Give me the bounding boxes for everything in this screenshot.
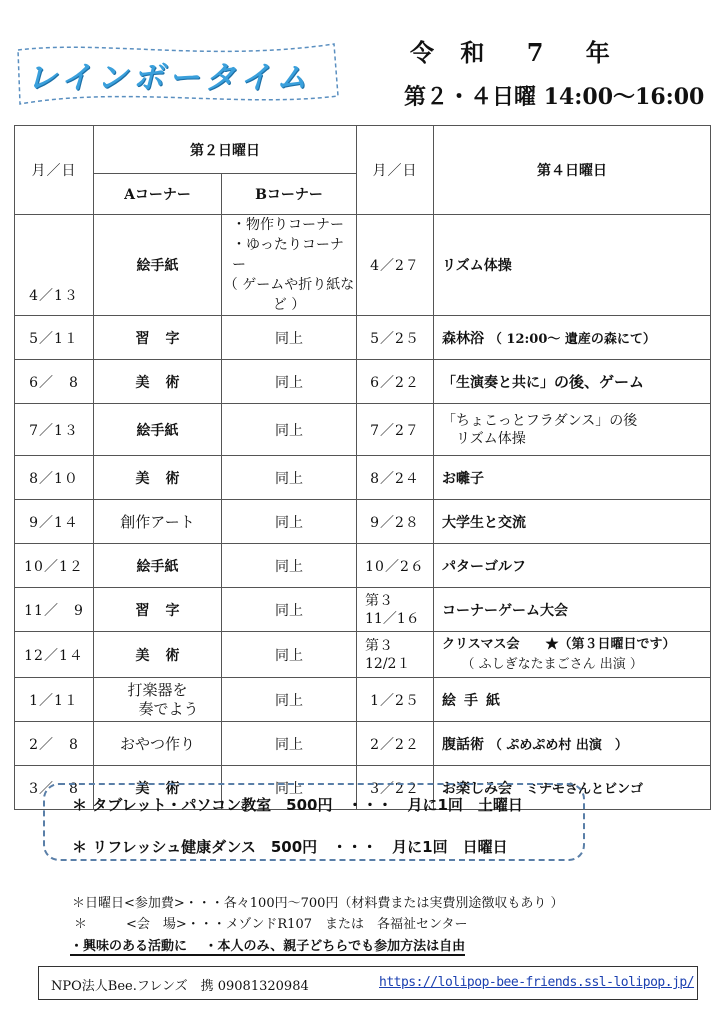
date-4th: 5／2５ <box>357 316 434 360</box>
corner-b-line: ・物作りコーナー <box>232 217 344 233</box>
corner-a-activity: 絵手紙 <box>94 215 222 316</box>
date-2nd: 5／1１ <box>15 316 94 360</box>
event-line: （ ふしぎなたまごさん 出演 ） <box>442 656 643 672</box>
corner-a-activity: 習字 <box>94 316 222 360</box>
table-row <box>15 456 711 500</box>
corner-a-activity: 美術 <box>94 766 222 810</box>
week4-title: 第４日曜日 <box>434 126 711 215</box>
event-4th: お囃子 <box>434 456 711 500</box>
table-row <box>15 722 711 766</box>
event-4th <box>434 360 711 404</box>
corner-b-activity: 同上 <box>222 722 357 766</box>
date-2nd: 8／1０ <box>15 456 94 500</box>
event-4th <box>434 316 711 360</box>
event-title: 森林浴 <box>442 330 484 347</box>
event-4th: パターゴルフ <box>434 544 711 588</box>
date-4th: 10／2６ <box>357 544 434 588</box>
corner-b-activity: 同上 <box>222 456 357 500</box>
corner-b-activity: 同上 <box>222 316 357 360</box>
table-row <box>15 500 711 544</box>
event-line: リズム体操 <box>442 430 526 447</box>
note-venue: ＊ <会 場>・・・メゾンドR107 または 各福祉センター <box>74 917 468 932</box>
event-line: 「ちょこっとフラダンス」の後 <box>442 412 638 429</box>
date-2nd: 7／1３ <box>15 404 94 456</box>
date-2nd: 4／1３ <box>15 215 94 316</box>
date-2nd: 3／ 8 <box>15 766 94 810</box>
date-line: 11／1６ <box>365 610 420 627</box>
table-header-row <box>15 126 711 174</box>
table-row <box>15 678 711 722</box>
date-4th: 1／2５ <box>357 678 434 722</box>
corner-a-activity: 絵手紙 <box>94 544 222 588</box>
event-note: の後、ゲーム <box>554 373 645 391</box>
schedule-table <box>14 125 711 810</box>
event-line: クリスマス会 ★（第３日曜日です） <box>442 636 676 652</box>
event-4th: リズム体操 <box>434 215 711 316</box>
event-4th: 大学生と交流 <box>434 500 711 544</box>
corner-a-activity <box>94 678 222 722</box>
corner-a-activity: 美術 <box>94 360 222 404</box>
date-line: 12/2１ <box>365 655 411 672</box>
corner-a-activity: 習字 <box>94 588 222 632</box>
date-4th: 6／2２ <box>357 360 434 404</box>
corner-b-activity: 同上 <box>222 500 357 544</box>
event-title: 腹話術 <box>442 736 484 753</box>
date-2nd: 2／ 8 <box>15 722 94 766</box>
date-4th: 9／2８ <box>357 500 434 544</box>
corner-b-activity <box>222 215 357 316</box>
corner-a-line: 奏でよう <box>138 699 199 718</box>
corner-a-activity: おやつ作り <box>94 722 222 766</box>
event-4th: 絵手紙 <box>434 678 711 722</box>
era-char: 7 <box>526 38 546 67</box>
era-year <box>410 33 612 68</box>
date-2nd: 1／1１ <box>15 678 94 722</box>
table-row <box>15 544 711 588</box>
schedule-time: 第２・４日曜 14:00～16:00 <box>404 84 705 110</box>
date-4th: 8／2４ <box>357 456 434 500</box>
extra-dance-class: ＊ リフレッシュ健康ダンス 500円 ・・・ 月に1回 日曜日 <box>72 838 508 856</box>
corner-a-activity: 美術 <box>94 456 222 500</box>
event-note: （ ぷめぷめ村 出演 ） <box>488 737 628 753</box>
date-4th: 4／2７ <box>357 215 434 316</box>
event-4th <box>434 632 711 678</box>
event-note: ミナモさんとビンゴ <box>526 781 644 797</box>
date-line: 第３ <box>365 637 393 654</box>
col-date-header: 月／日 <box>15 126 94 215</box>
table-row <box>15 360 711 404</box>
title-banner <box>12 38 342 108</box>
era-char: 令 <box>410 38 436 67</box>
corner-a-activity: 絵手紙 <box>94 404 222 456</box>
era-char: 和 <box>460 38 487 67</box>
corner-b-activity: 同上 <box>222 588 357 632</box>
corner-b-activity: 同上 <box>222 404 357 456</box>
note-fee: ＊日曜日<参加費>・・・各々100円～700円（材料費または実費別途徴収もあり ） <box>72 896 564 911</box>
event-4th <box>434 722 711 766</box>
event-title: 「生演奏と共に」 <box>442 375 554 391</box>
corner-a-header: Aコーナー <box>94 174 222 215</box>
event-4th: コーナーゲーム大会 <box>434 588 711 632</box>
corner-b-header: Bコーナー <box>222 174 357 215</box>
table-row <box>15 404 711 456</box>
table-row <box>15 215 711 316</box>
date-4th: 3／2２ <box>357 766 434 810</box>
table-row <box>15 316 711 360</box>
col-date-header-4: 月／日 <box>357 126 434 215</box>
date-2nd: 10／1２ <box>15 544 94 588</box>
corner-b-activity: 同上 <box>222 766 357 810</box>
extra-tablet-class: ＊ タブレット・パソコン教室 500円 ・・・ 月に1回 土曜日 <box>72 796 523 814</box>
era-char: 年 <box>585 38 612 67</box>
corner-b-line: ・ゆったりコーナー <box>232 237 344 273</box>
footer-org: NPO法人Bee.フレンズ 携 09081320984 <box>51 979 309 994</box>
date-4th <box>357 588 434 632</box>
website-link[interactable]: https://lolipop-bee-friends.ssl-lolipop.jp/ <box>379 975 695 990</box>
corner-b-line: （ ゲームや折り紙など ） <box>223 277 355 313</box>
event-4th <box>434 404 711 456</box>
corner-b-activity: 同上 <box>222 360 357 404</box>
corner-a-activity: 創作アート <box>94 500 222 544</box>
date-2nd: 6／ 8 <box>15 360 94 404</box>
week2-title: 第２日曜日 <box>94 126 357 174</box>
date-4th: 2／2２ <box>357 722 434 766</box>
table-row <box>15 632 711 678</box>
table-row <box>15 588 711 632</box>
corner-a-activity: 美術 <box>94 632 222 678</box>
corner-a-line: 打楽器を <box>127 680 188 699</box>
date-line: 第３ <box>365 592 393 609</box>
event-title: お楽しみ会 <box>442 780 512 797</box>
date-2nd: 9／1４ <box>15 500 94 544</box>
event-note: （ 12:00～ 遺産の森にて） <box>488 331 656 347</box>
corner-b-activity: 同上 <box>222 544 357 588</box>
corner-b-activity: 同上 <box>222 678 357 722</box>
corner-b-activity: 同上 <box>222 632 357 678</box>
banner-title: レインボータイム <box>26 60 312 96</box>
date-2nd: 11／ 9 <box>15 588 94 632</box>
date-4th: 7／2７ <box>357 404 434 456</box>
date-4th <box>357 632 434 678</box>
date-2nd: 12／1４ <box>15 632 94 678</box>
note-participation: ・興味のある活動に ・本人のみ、親子どちらでも参加方法は自由 <box>70 935 465 956</box>
footer-box <box>38 966 698 1000</box>
